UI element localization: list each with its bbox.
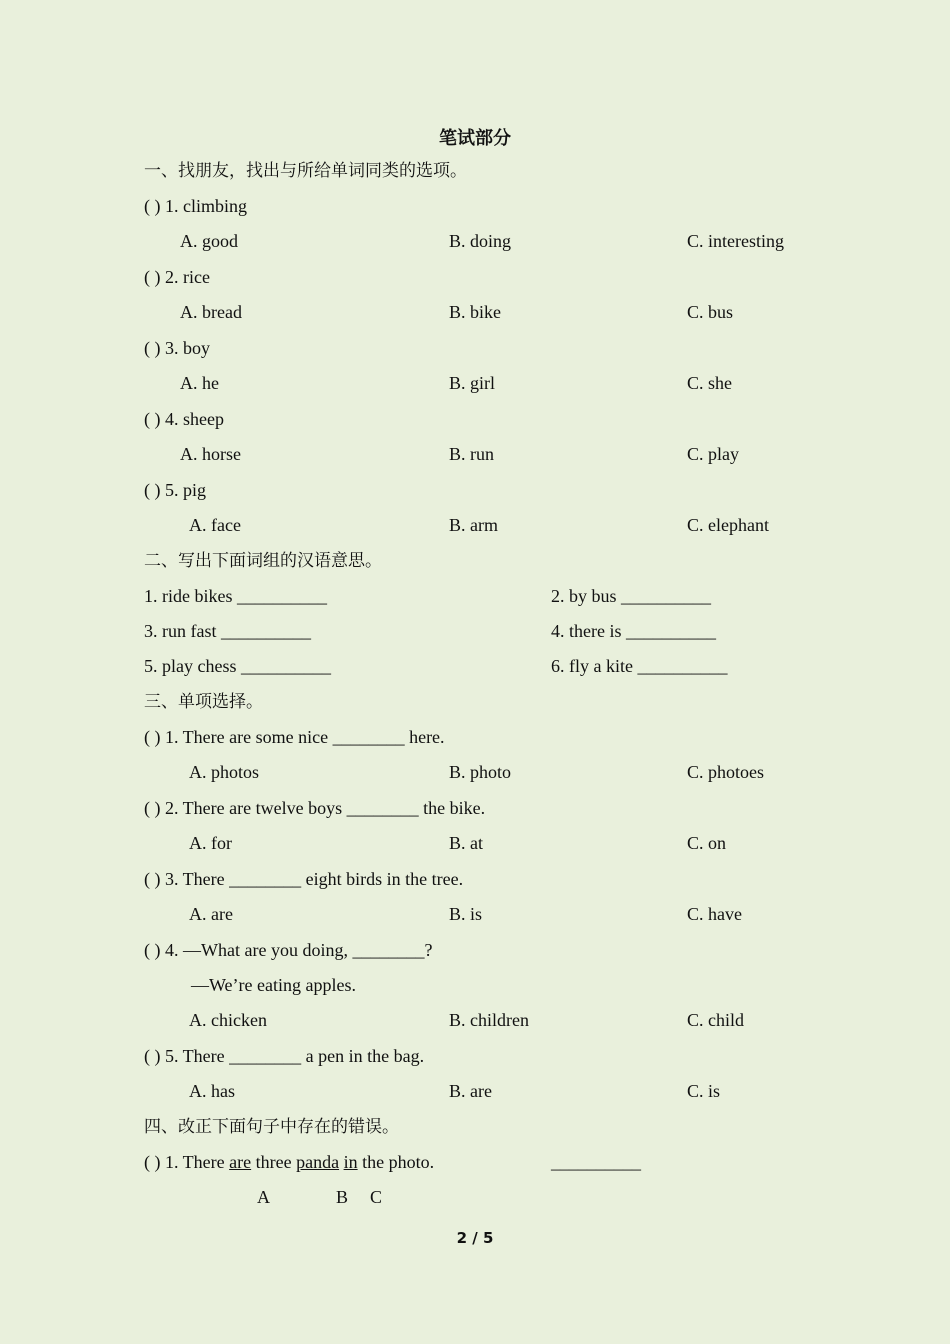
- s1-q2-stem: ( ) 2. rice: [144, 267, 210, 287]
- s3-q5-option-c: C. is: [687, 1081, 721, 1101]
- s3-q4-stem: ( ) 4. —What are you doing, ________?: [144, 940, 433, 960]
- s1-q5-option-c: C. elephant: [687, 515, 769, 535]
- s4-q1-text-4: the photo.: [357, 1152, 435, 1172]
- s3-q5-option-a: A. has: [189, 1081, 235, 1101]
- s3-q2-option-a: A. for: [189, 833, 232, 853]
- section-3-heading: 三、单项选择。: [144, 692, 263, 712]
- s3-q3-stem: ( ) 3. There ________ eight birds in the tree.: [144, 869, 464, 889]
- s4-q1-underlined-a: are: [229, 1152, 252, 1172]
- s3-q3-option-b: B. is: [449, 904, 483, 924]
- s1-q1-stem: ( ) 1. climbing: [144, 196, 247, 216]
- s4-q1-stem: [144, 1151, 434, 1173]
- page-title: 笔试部分: [439, 128, 511, 149]
- s1-q1-option-c: C. interesting: [687, 231, 784, 251]
- s1-q3-stem: ( ) 3. boy: [144, 338, 210, 358]
- s1-q4-option-a: A. horse: [180, 444, 241, 464]
- s1-q3-option-b: B. girl: [449, 373, 496, 393]
- s3-q5-option-b: B. are: [449, 1081, 492, 1101]
- s3-q1-stem: ( ) 1. There are some nice ________ here.: [144, 727, 445, 747]
- s2-item-2: 2. by bus __________: [551, 586, 712, 606]
- s1-q4-option-b: B. run: [449, 444, 494, 464]
- section-1-heading: 一、找朋友，找出与所给单词同类的选项。: [144, 161, 467, 181]
- s4-q1-underlined-c: in: [343, 1152, 358, 1172]
- s1-q5-option-b: B. arm: [449, 515, 498, 535]
- section-4-heading: 四、改正下面句子中存在的错误。: [144, 1117, 399, 1137]
- s3-q2-option-b: B. at: [449, 833, 483, 853]
- s4-q1-text-2: three: [251, 1152, 297, 1172]
- s2-item-6: 6. fly a kite __________: [551, 656, 728, 676]
- section-2-heading: 二、写出下面词组的汉语意思。: [144, 551, 382, 571]
- s4-q1-answer-blank: __________: [551, 1152, 641, 1172]
- s3-q2-stem: ( ) 2. There are twelve boys ________ the bike.: [144, 798, 486, 818]
- s3-q3-option-a: A. are: [189, 904, 233, 924]
- s4-q1-label-a: A: [257, 1187, 270, 1207]
- s2-item-4: 4. there is __________: [551, 621, 716, 641]
- s1-q5-option-a: A. face: [189, 515, 241, 535]
- s3-q3-option-c: C. have: [687, 904, 742, 924]
- s3-q4-option-c: C. child: [687, 1010, 744, 1030]
- s3-q4-option-a: A. chicken: [189, 1010, 267, 1030]
- s1-q2-option-c: C. bus: [687, 302, 734, 322]
- s4-q1-text-1: ( ) 1. There: [144, 1152, 230, 1172]
- s1-q1-option-b: B. doing: [449, 231, 512, 251]
- s3-q4-option-b: B. children: [449, 1010, 529, 1030]
- s3-q4-stem-reply: —We’re eating apples.: [191, 975, 356, 995]
- s4-q1-underlined-b: panda: [296, 1152, 340, 1172]
- s1-q2-option-b: B. bike: [449, 302, 501, 322]
- page-number: 2 / 5: [456, 1229, 494, 1247]
- s3-q1-option-b: B. photo: [449, 762, 512, 782]
- s3-q5-stem: ( ) 5. There ________ a pen in the bag.: [144, 1046, 425, 1066]
- s1-q5-stem: ( ) 5. pig: [144, 480, 206, 500]
- s2-item-1: 1. ride bikes __________: [144, 586, 327, 606]
- s3-q2-option-c: C. on: [687, 833, 727, 853]
- s4-q1-label-b: B: [336, 1187, 349, 1207]
- s1-q4-option-c: C. play: [687, 444, 739, 464]
- s1-q2-option-a: A. bread: [180, 302, 242, 322]
- s3-q1-option-c: C. photoes: [687, 762, 765, 782]
- s1-q1-option-a: A. good: [180, 231, 238, 251]
- s2-item-5: 5. play chess __________: [144, 656, 331, 676]
- s4-q1-label-c: C: [370, 1187, 383, 1207]
- s3-q1-option-a: A. photos: [189, 762, 260, 782]
- s1-q3-option-c: C. she: [687, 373, 732, 393]
- s1-q4-stem: ( ) 4. sheep: [144, 409, 224, 429]
- s2-item-3: 3. run fast __________: [144, 621, 311, 641]
- s1-q3-option-a: A. he: [180, 373, 219, 393]
